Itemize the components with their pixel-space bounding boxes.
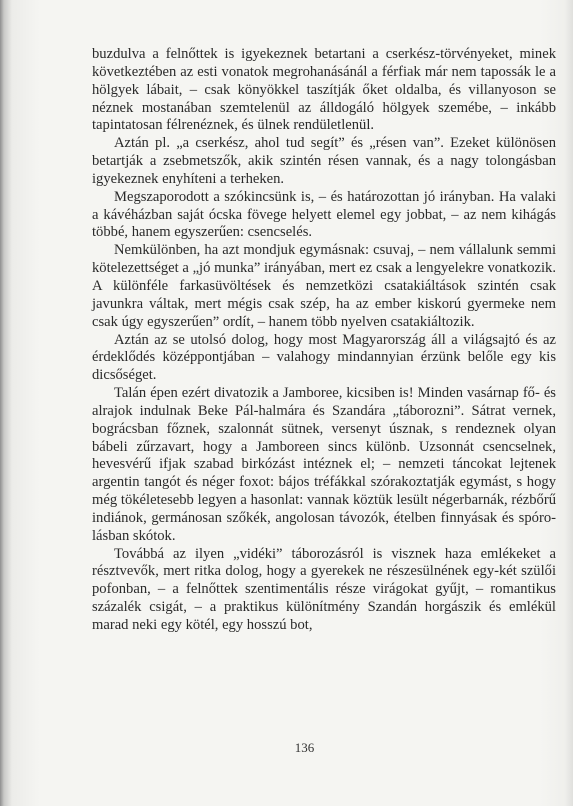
paragraph-1: buzdulva a felnőttek is igyekeznek betartani a cserkész-törvényeket, minek következtében az esti vonatok megrohanásánál a férfiak már nem tapossák le a hölgyek lábait, – csak könyökkel taszítják őket oldalba, és villanyoson se néznek mostanában szemtelenül az álldogáló hölgyek szemébe, – inkább tapintatosan félrenéznek, és ülnek rendületlenül. — [92, 46, 556, 134]
paragraph-6: Talán épen ezért divatozik a Jamboree, kicsiben is! Minden vasárnap fő- és alrajok indulnak Beke Pál-halmára és Szandára „táborozni”. Sátrat vernek, bográcsban főznek, szalonnát sütnek, versenyt úsznak, s rendeznek olyan bábeli zűrzavart, hogy a Jamboreen sincs különb. Uzsonnát csencselnek, hevesvérű ifjak szabad birkózást intéznek el; – nemzeti táncokat lejtenek argentin tangót és néger foxot: bájos tréfákkal szórakoztatják egymást, s hogy még tökéletesebb legyen a hasonlat: vannak köztük lesült négerbarnák, rézbőrű indiánok, germánosan szőkék, angolosan távozók, ételben finnyásak és spórolásban skótok. — [92, 385, 556, 544]
paragraph-5: Aztán az se utolsó dolog, hogy most Magyarország áll a világsajtó és az érdeklődés középpontjában – valahogy mindannyian érzünk belőle egy kis dicsőséget. — [92, 331, 556, 384]
paragraph-3: Megszaporodott a szókincsünk is, – és határozottan jó irányban. Ha valaki a kávéházban saját ócska fövege helyett elemel egy jobbat, – az nem kihágás többé, hanem egyszerűen: csencselés. — [92, 188, 556, 241]
page-number: 136 — [294, 740, 315, 755]
paragraph-2: Aztán pl. „a cserkész, ahol tud segít” és „résen van”. Ezeket különösen betartják a zsebmetszők, akik szintén résen vannak, és a nagy tolongásban igyekeznek enyhíteni a terheken. — [92, 135, 556, 187]
body-text — [92, 46, 556, 635]
paragraph-7: Továbbá az ilyen „vidéki” táborozásról is visznek haza emlékeket a résztvevők, mert ritka dolog, hogy a gyerekek ne részesülnének egy-két szülői pofonban, – a felnőttek szentimentális része virágokat gyűjt, – romantikus százalék csigát, – a praktikus különítmény Szandán horgászik és emlékül marad neki egy kötél, egy hosszú bot, — [92, 545, 556, 633]
paragraph-4: Nemkülönben, ha azt mondjuk egymásnak: csuvaj, – nem vállalunk semmi kötelezettséget a „jó munka” irányában, mert ez csak a lengyelekre vonatkozik. A különféle farkasüvöltések és nemzetközi csatakiáltások szintén csak javunkra váltak, mert mégis csak szép, ha az ember kiskorú gyermeke nem csak úgy egyszerűen” ordít, – hanem több nyelven csatakiáltozik. — [92, 242, 556, 330]
